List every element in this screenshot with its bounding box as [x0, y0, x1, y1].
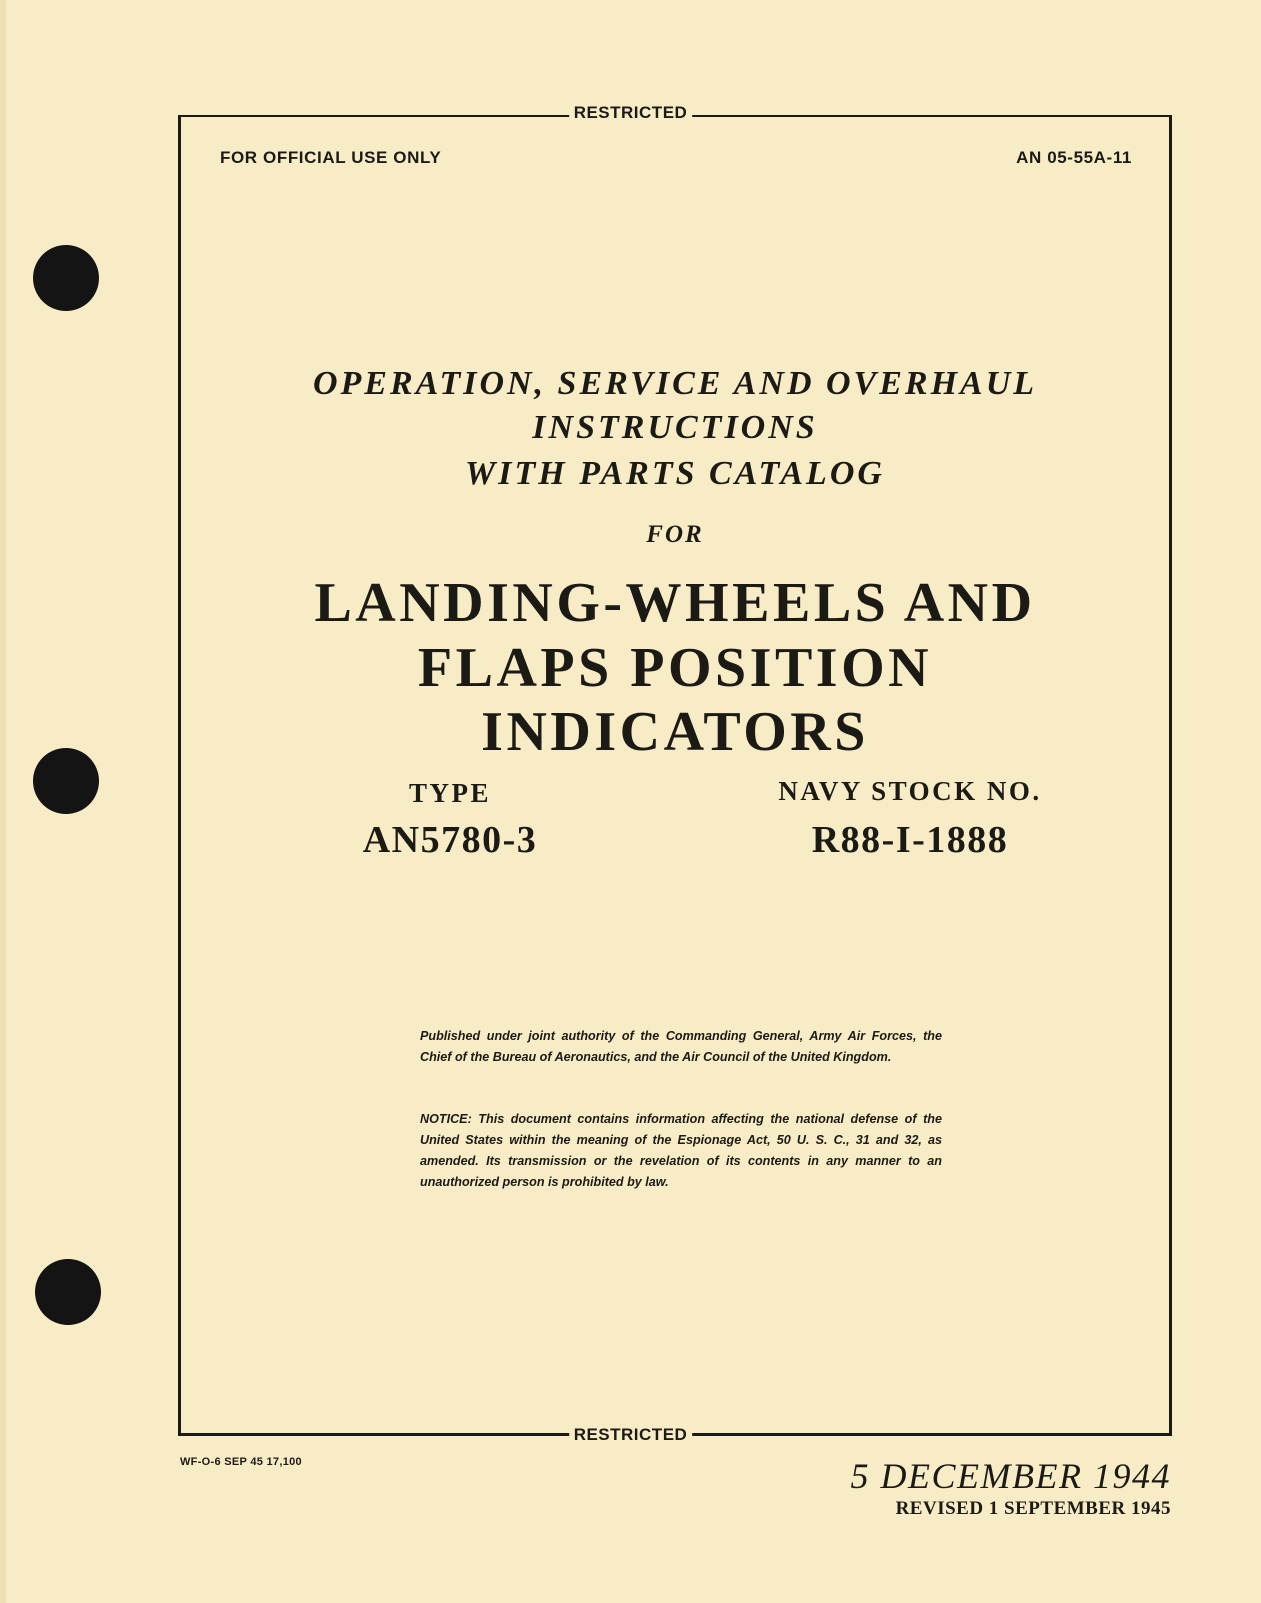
- type-label: TYPE: [408, 778, 491, 808]
- main-title-line-2: FLAPS POSITION: [417, 637, 933, 699]
- binder-hole-bottom: [35, 1259, 101, 1325]
- title-line-2: INSTRUCTIONS: [532, 409, 818, 446]
- title-line-1: OPERATION, SERVICE AND OVERHAUL: [312, 365, 1038, 402]
- binder-hole-middle: [33, 748, 99, 814]
- restricted-top-label: RESTRICTED: [569, 103, 693, 123]
- title-line-3: WITH PARTS CATALOG: [465, 455, 885, 492]
- main-title-line-3: INDICATORS: [481, 701, 869, 763]
- title-for: FOR: [646, 521, 704, 548]
- publication-date: 5 DECEMBER 1944: [850, 1456, 1171, 1496]
- page-edge: [0, 0, 6, 1603]
- publication-authority-note: Published under joint authority of the Commanding General, Army Air Forces, the Chief of the Bureau of Aeronautics, and the Air Council of the United Kingdom.: [420, 1029, 942, 1064]
- document-number: AN 05-55A-11: [1016, 148, 1132, 167]
- binder-hole-top: [33, 245, 99, 311]
- navy-stock-label: NAVY STOCK NO.: [778, 776, 1042, 806]
- main-title-line-1: LANDING-WHEELS AND: [314, 572, 1036, 634]
- official-use-label: FOR OFFICIAL USE ONLY: [220, 148, 442, 167]
- restricted-bottom-label: RESTRICTED: [569, 1425, 693, 1445]
- navy-stock-value: R88-I-1888: [811, 819, 1009, 861]
- printer-code: WF-O-6 SEP 45 17,100: [180, 1456, 302, 1468]
- revision-date: REVISED 1 SEPTEMBER 1945: [895, 1498, 1171, 1519]
- type-value: AN5780-3: [362, 819, 538, 861]
- espionage-notice: NOTICE: This document contains information affecting the national defense of the United States within the meaning of the Espionage Act, 50 U. S. C., 31 and 32, as amended. Its transmission or the revelation of its contents in any manner to an unauthorized person is prohibited by law.: [420, 1112, 942, 1189]
